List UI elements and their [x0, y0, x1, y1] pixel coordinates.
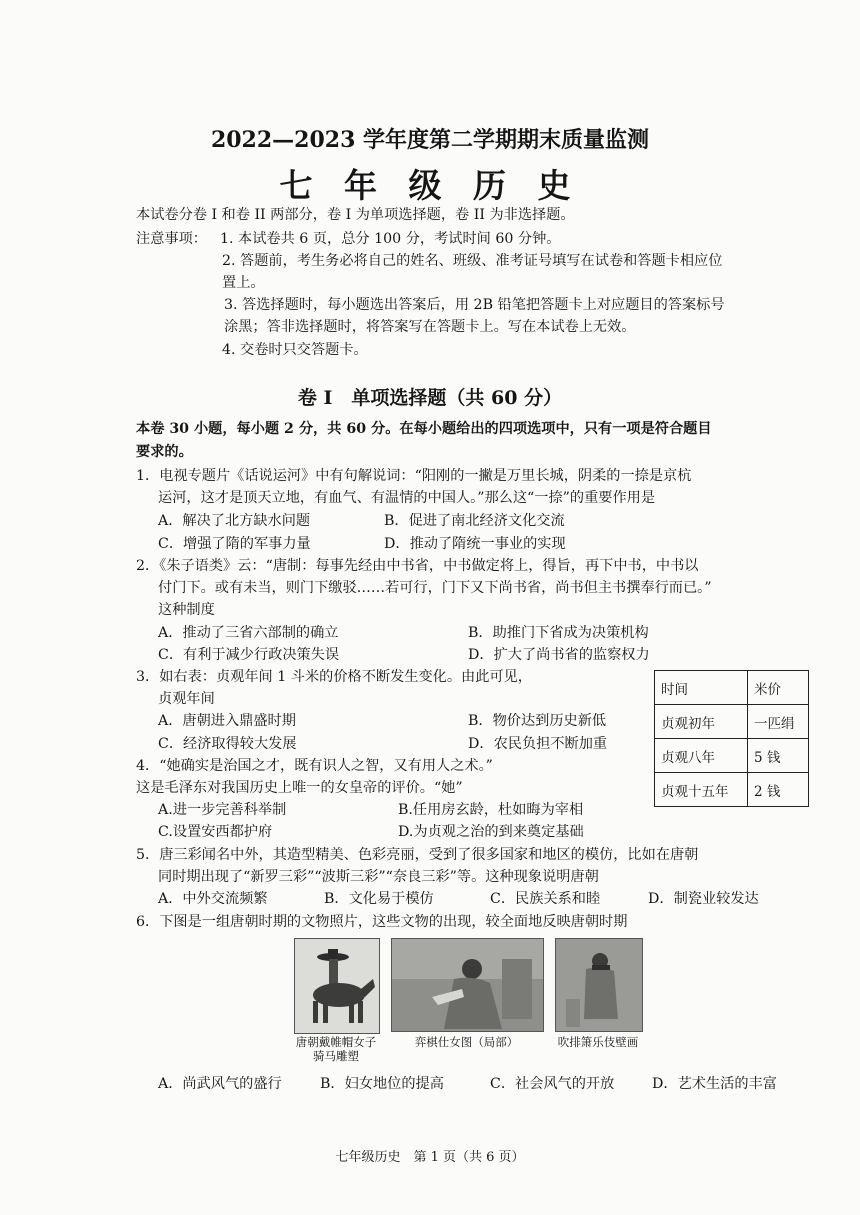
note-1: 1. 本试卷共 6 页，总分 100 分，考试时间 60 分钟。	[220, 231, 561, 247]
q1-option-d[interactable]: D．推动了隋统一事业的实现	[384, 536, 566, 552]
caption-chess-ladies: 弈棋仕女图（局部）	[414, 1035, 519, 1049]
table-cell: 2 钱	[748, 773, 809, 807]
rice-price-table	[654, 670, 809, 807]
section-title: 卷 I 单项选择题（共 60 分）	[297, 387, 563, 409]
q3-stem-2: 贞观年间	[158, 691, 215, 707]
q5-option-d[interactable]: D．制瓷业较发达	[648, 891, 759, 907]
q1-option-a[interactable]: A．解决了北方缺水问题	[158, 513, 311, 529]
q1-stem-2: 运河，这才是顶天立地，有血气、有温情的中国人。”那么这“一捺”的重要作用是	[158, 490, 656, 506]
q5-option-b[interactable]: B．文化易于模仿	[324, 891, 434, 907]
q4-option-b[interactable]: B.任用房玄龄，杜如晦为宰相	[398, 802, 584, 818]
q2-stem-2: 付门下。或有未当，则门下缴驳……若可行，门下又下尚书省，尚书但主书撰奉行而已。”	[158, 580, 712, 596]
table-row	[655, 739, 809, 773]
chess-ladies-painting-image	[391, 938, 544, 1032]
q2-option-d[interactable]: D．扩大了尚书省的监察权力	[468, 647, 650, 663]
q5-stem-1: 5．唐三彩闻名中外，其造型精美、色彩亮丽，受到了很多国家和地区的模仿，比如在唐朝	[136, 847, 699, 863]
q5-option-c[interactable]: C．民族关系和睦	[490, 891, 601, 907]
q3-option-b[interactable]: B．物价达到历史新低	[468, 713, 607, 729]
q1-stem-1: 1．电视专题片《话说运河》中有句解说词：“阳刚的一撇是万里长城，阴柔的一捺是京杭	[136, 468, 692, 484]
note-2b: 置上。	[222, 275, 265, 291]
q2-option-c[interactable]: C．有利于减少行政决策失误	[158, 647, 340, 663]
exam-subject: 七 年 级 历 史	[279, 166, 581, 205]
notes-label: 注意事项：	[136, 231, 207, 247]
exam-title: 2022—2023 学年度第二学期期末质量监测	[210, 127, 650, 153]
q2-stem-3: 这种制度	[158, 602, 215, 618]
table-cell: 贞观十五年	[655, 773, 748, 807]
q5-stem-2: 同时期出现了“新罗三彩”“波斯三彩”“奈良三彩”等。这种现象说明唐朝	[158, 869, 599, 885]
table-cell: 贞观八年	[655, 739, 748, 773]
q3-option-a[interactable]: A．唐朝进入鼎盛时期	[158, 713, 296, 729]
section-desc-1: 本卷 30 小题，每小题 2 分，共 60 分。在每小题给出的四项选项中，只有一项是符合题目	[136, 421, 712, 437]
q5-option-a[interactable]: A．中外交流频繁	[158, 891, 268, 907]
table-cell: 贞观初年	[655, 705, 748, 739]
section-desc-2: 要求的。	[136, 444, 193, 460]
q2-stem-1: 2．《朱子语类》云：“唐制：每事先经由中书省，中书做定将上，得旨，再下中书，中书以	[136, 558, 699, 574]
q6-option-c[interactable]: C．社会风气的开放	[490, 1076, 615, 1092]
q2-option-a[interactable]: A．推动了三省六部制的确立	[158, 625, 339, 641]
q2-option-b[interactable]: B．助推门下省成为决策机构	[468, 625, 649, 641]
q4-stem-1: 4．“她确实是治国之才，既有识人之智，又有用人之术。”	[136, 758, 493, 774]
q6-option-b[interactable]: B．妇女地位的提高	[320, 1076, 444, 1092]
table-row	[655, 773, 809, 807]
q6-stem: 6．下图是一组唐朝时期的文物照片，这些文物的出现，较全面地反映唐朝时期	[136, 914, 628, 930]
q6-option-a[interactable]: A．尚武风气的盛行	[158, 1076, 282, 1092]
table-header: 米价	[748, 671, 809, 705]
page-footer: 七年级历史 第 1 页（共 6 页）	[335, 1150, 525, 1165]
q6-option-d[interactable]: D．艺术生活的丰富	[652, 1076, 777, 1092]
q3-option-d[interactable]: D．农民负担不断加重	[468, 736, 608, 752]
q4-option-a[interactable]: A.进一步完善科举制	[158, 802, 287, 818]
q4-stem-2: 这是毛泽东对我国历史上唯一的女皇帝的评价。“她”	[136, 780, 463, 796]
q3-stem-1: 3．如右表：贞观年间 1 斗米的价格不断发生变化。由此可见，	[136, 669, 532, 685]
caption-pipe-musician: 吹排箫乐伎壁画	[557, 1035, 639, 1049]
q1-option-b[interactable]: B．促进了南北经济文化交流	[384, 513, 565, 529]
intro-line: 本试卷分卷 I 和卷 II 两部分，卷 I 为单项选择题，卷 II 为非选择题。	[136, 207, 575, 223]
pipe-musician-mural-image	[555, 938, 643, 1032]
note-3b: 涂黑；答非选择题时，将答案写在答题卡上。写在本试卷上无效。	[224, 319, 636, 335]
q3-option-c[interactable]: C．经济取得较大发展	[158, 736, 297, 752]
q1-option-c[interactable]: C．增强了隋的军事力量	[158, 536, 311, 552]
q4-option-d[interactable]: D.为贞观之治的到来奠定基础	[398, 824, 584, 840]
q4-option-c[interactable]: C.设置安西都护府	[158, 824, 273, 840]
note-3a: 3. 答选择题时，每小题选出答案后，用 2B 铅笔把答题卡上对应题目的答案标号	[224, 297, 725, 313]
table-header: 时间	[655, 671, 748, 705]
table-cell: 5 钱	[748, 739, 809, 773]
table-row	[655, 705, 809, 739]
note-4: 4. 交卷时只交答题卡。	[222, 342, 368, 358]
table-header-row	[655, 671, 809, 705]
table-cell: 一匹绢	[748, 705, 809, 739]
horse-rider-sculpture-image	[294, 938, 380, 1034]
note-2a: 2. 答题前，考生务必将自己的姓名、班级、准考证号填写在试卷和答题卡相应位	[222, 253, 723, 269]
caption-horse-rider-1: 唐朝戴帷帽女子	[295, 1035, 377, 1049]
caption-horse-rider-2: 骑马雕塑	[313, 1049, 359, 1063]
